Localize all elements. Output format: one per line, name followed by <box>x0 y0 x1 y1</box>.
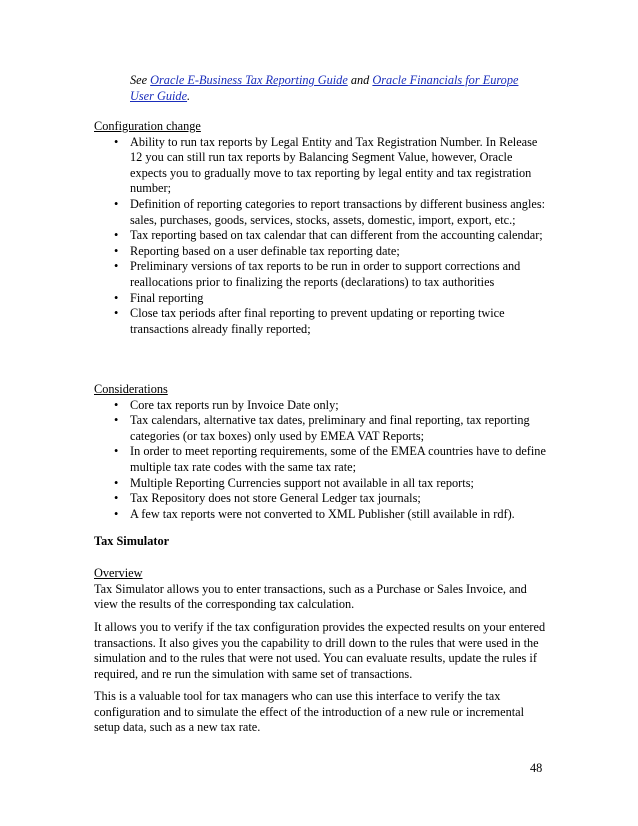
reference-and: and <box>347 73 373 87</box>
list-item: • Reporting based on a user definable tax reporting date; <box>94 244 546 260</box>
list-item: • Core tax reports run by Invoice Date only; <box>94 398 546 414</box>
reference-end: . <box>187 88 191 103</box>
list-item: • Tax calendars, alternative tax dates, preliminary and final reporting, tax reporting categories (or tax boxes) only used by EMEA VAT Reports; <box>94 413 546 444</box>
overview-paragraph-3: This is a valuable tool for tax managers who can use this interface to verify the tax configuration and to simulate the effect of the introduction of a new rule or incremental setup data, such as a new tax rate. <box>94 689 525 735</box>
overview-section <box>94 566 546 613</box>
configuration-section <box>94 119 546 337</box>
list-item: • Ability to run tax reports by Legal Entity and Tax Registration Number. In Release 12 you can still run tax reports by Balancing Segment Value, however, Oracle expects you to gradually move to tax reporting by legal entity and tax registration number; <box>94 135 546 197</box>
list-item: • A few tax reports were not converted to XML Publisher (still available in rdf). <box>94 507 546 523</box>
configuration-list <box>94 135 546 338</box>
list-item: • Close tax periods after final reporting to prevent updating or reporting twice transactions already finally reported; <box>94 306 546 337</box>
reference-paragraph <box>130 73 545 104</box>
list-item: • Tax reporting based on tax calendar that can different from the accounting calendar; <box>94 228 546 244</box>
list-item: • Preliminary versions of tax reports to be run in order to support corrections and reallocations prior to finalizing the reports (declarations) to tax authorities <box>94 259 546 290</box>
section-title-tax-simulator: Tax Simulator <box>94 534 170 548</box>
configuration-heading: Configuration change <box>94 119 201 133</box>
overview-paragraph-1: Tax Simulator allows you to enter transactions, such as a Purchase or Sales Invoice, and view the results of the corresponding tax calculation. <box>94 581 527 612</box>
list-item: • Definition of reporting categories to report transactions by different business angles: sales, purchases, goods, services, stocks, assets, domestic, import, export, etc.; <box>94 197 546 228</box>
list-item: • Tax Repository does not store General Ledger tax journals; <box>94 491 546 507</box>
list-item: • Final reporting <box>94 291 546 307</box>
considerations-list <box>94 398 546 523</box>
list-item: • In order to meet reporting requirements, some of the EMEA countries have to define multiple tax rate codes with the same tax rate; <box>94 444 546 475</box>
link-tax-reporting-guide[interactable]: Oracle E-Business Tax Reporting Guide <box>150 73 348 87</box>
considerations-section <box>94 382 546 522</box>
link-financials-europe-guide[interactable]: Oracle Financials for Europe User Guide <box>130 73 519 103</box>
list-item: • Multiple Reporting Currencies support not available in all tax reports; <box>94 476 546 492</box>
overview-paragraph-2: It allows you to verify if the tax configuration provides the expected results on your entered transactions. It also gives you the capability to drill down to the rules that were used in the simulation and to the rules that were not used. You can evaluate results, update the rules if required, and re run the simulation with same set of transactions. <box>94 620 546 681</box>
overview-heading: Overview <box>94 566 143 580</box>
considerations-heading: Considerations <box>94 382 168 396</box>
page-number: 48 <box>530 761 543 775</box>
reference-see: See <box>130 73 151 87</box>
